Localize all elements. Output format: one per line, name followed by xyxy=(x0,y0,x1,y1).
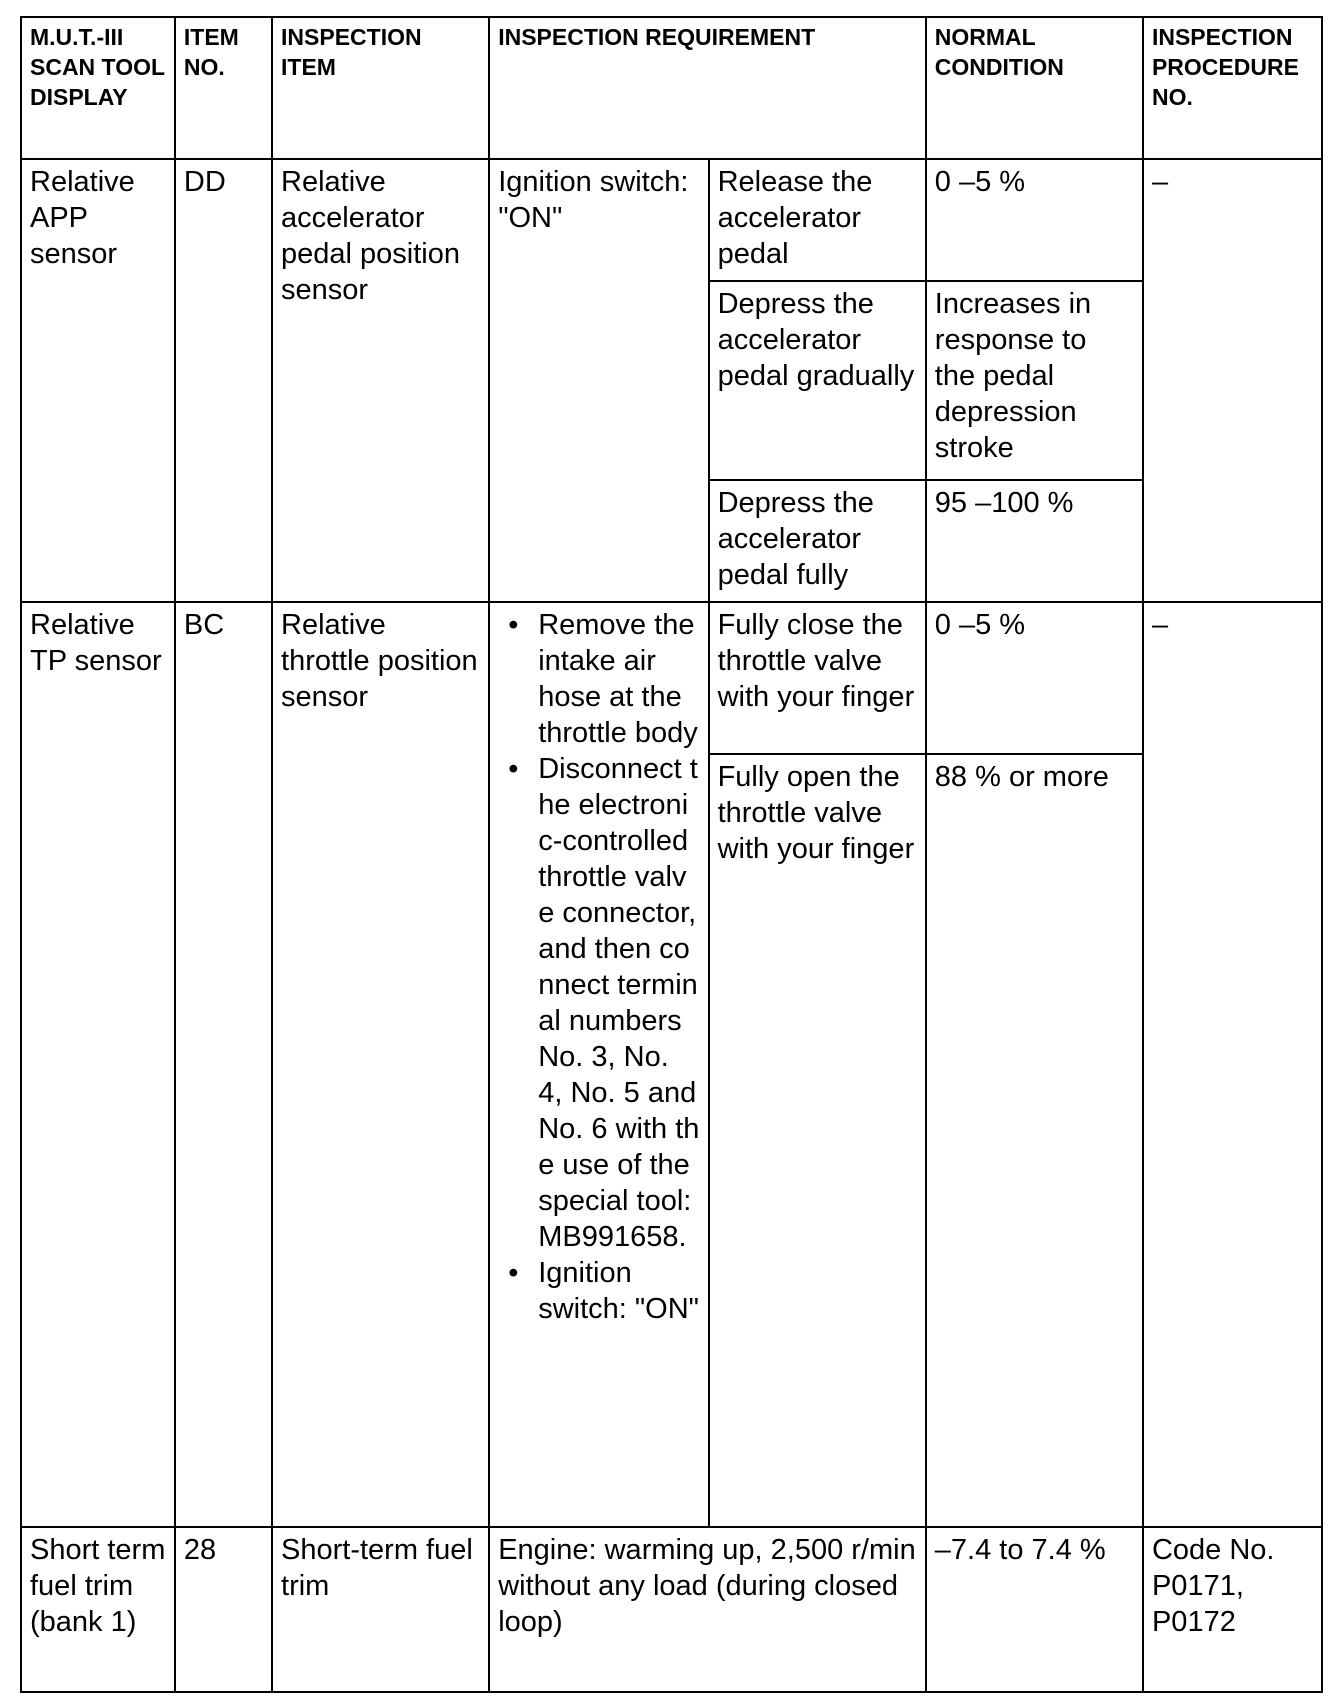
list-item: • Disconnect the electronic-controlled throttle valve connector, and then connect terminal numbers No. 3, No. 4, No. 5 and No. 6 with the use of the special tool: MB991658. xyxy=(538,751,699,1255)
normal-condition-cell: Increases in response to the pedal depression stroke xyxy=(926,281,1143,480)
display-cell: Relative TP sensor xyxy=(21,602,175,1527)
procedure-cell: – xyxy=(1143,602,1322,1527)
requirement-cell: Engine: warming up, 2,500 r/min without any load (during closed loop) xyxy=(489,1527,926,1692)
item-no-cell: BC xyxy=(175,602,272,1527)
procedure-cell: Code No. P0171, P0172 xyxy=(1143,1527,1322,1692)
header-procedure-no: INSPECTION PROCEDURE NO. xyxy=(1143,17,1322,159)
condition-action-cell: Fully open the throttle valve with your finger xyxy=(709,754,926,1528)
requirement-cell: Ignition switch: "ON" xyxy=(489,159,708,603)
normal-condition-cell: 0 –5 % xyxy=(926,159,1143,282)
table-row xyxy=(21,1527,1322,1692)
normal-condition-cell: –7.4 to 7.4 % xyxy=(926,1527,1143,1692)
header-inspection-item: INSPECTION ITEM xyxy=(272,17,489,159)
inspection-item-cell: Relative throttle position sensor xyxy=(272,602,489,1527)
display-cell: Short term fuel trim (bank 1) xyxy=(21,1527,175,1692)
display-cell: Relative APP sensor xyxy=(21,159,175,603)
requirement-cell xyxy=(489,602,708,1527)
inspection-table xyxy=(20,16,1323,1693)
normal-condition-cell: 0 –5 % xyxy=(926,602,1143,753)
header-normal-condition: NORMAL CONDITION xyxy=(926,17,1143,159)
header-inspection-requirement: INSPECTION REQUIREMENT xyxy=(489,17,926,159)
inspection-item-cell: Relative accelerator pedal position sensor xyxy=(272,159,489,603)
procedure-cell: – xyxy=(1143,159,1322,603)
header-item-no: ITEM NO. xyxy=(175,17,272,159)
table-row xyxy=(21,159,1322,282)
normal-condition-cell: 95 –100 % xyxy=(926,480,1143,603)
item-no-cell: DD xyxy=(175,159,272,603)
list-item: • Remove the intake air hose at the throttle body xyxy=(538,607,699,751)
normal-condition-cell: 88 % or more xyxy=(926,754,1143,1528)
condition-action-cell: Depress the accelerator pedal fully xyxy=(709,480,926,603)
condition-action-cell: Depress the accelerator pedal gradually xyxy=(709,281,926,480)
table-row xyxy=(21,602,1322,753)
condition-action-cell: Fully close the throttle valve with your finger xyxy=(709,602,926,753)
item-no-cell: 28 xyxy=(175,1527,272,1692)
header-row xyxy=(21,17,1322,159)
list-item: • Ignition switch: "ON" xyxy=(538,1255,699,1327)
requirement-bullet-list xyxy=(498,607,699,1327)
header-display: M.U.T.-III SCAN TOOL DISPLAY xyxy=(21,17,175,159)
condition-action-cell: Release the accelerator pedal xyxy=(709,159,926,282)
inspection-item-cell: Short-term fuel trim xyxy=(272,1527,489,1692)
